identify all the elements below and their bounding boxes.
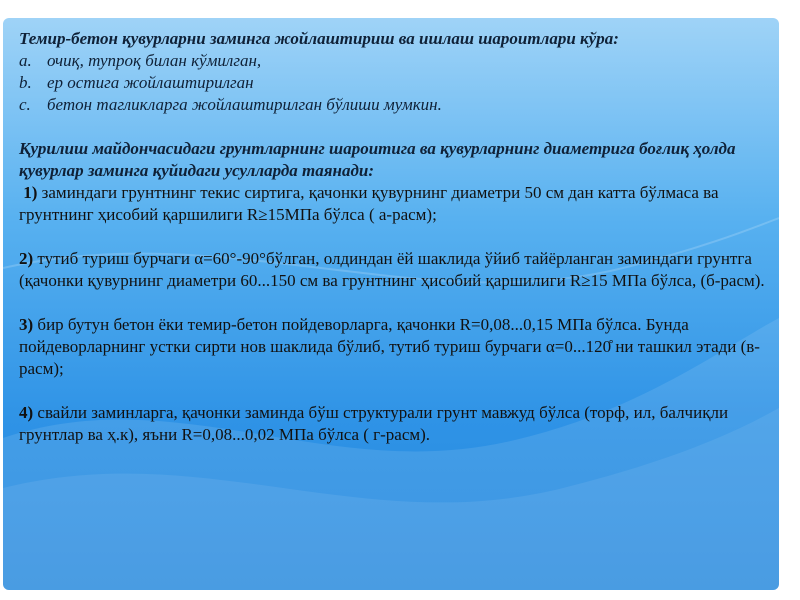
paragraph-4 bbox=[19, 402, 769, 446]
paragraph-text: заминдаги грунтнинг текис сиртига, қачонки қувурнинг диаметри 50 см дан катта бўлмаса ва грунтнинг ҳисобий қаршилиги R≥15МПа бўлса ( а-расм); bbox=[19, 183, 719, 224]
list-marker: a. bbox=[19, 51, 32, 70]
spacer bbox=[19, 116, 769, 138]
paragraph-3 bbox=[19, 314, 769, 380]
paragraph-text: тутиб туриш бурчаги α=60°-90°бўлган, олдиндан ёй шаклида ўйиб тайёрланган заминдаги грунтга (қачонки қувурнинг диаметри 60...150 см ва грунтнинг ҳисобий қаршилиги R≥15 МПа бўлса, (б-расм). bbox=[19, 249, 765, 290]
list-item bbox=[19, 72, 769, 94]
paragraph-number: 2) bbox=[19, 249, 34, 268]
list-item bbox=[19, 94, 769, 116]
intro-title: Темир-бетон қувурларни заминга жойлаштириш ва ишлаш шароитлари кўра: bbox=[19, 29, 619, 48]
list-marker: c. bbox=[19, 95, 31, 114]
paragraph-number: 3) bbox=[19, 315, 34, 334]
slide-content bbox=[19, 28, 769, 446]
list-text: очиқ, тупроқ билан кўмилган, bbox=[47, 51, 262, 70]
list-item bbox=[19, 50, 769, 72]
slide-background bbox=[3, 18, 779, 590]
paragraph-text: свайли заминларга, қачонки заминда бўш структурали грунт мавжуд бўлса (торф, ил, балчиқли грунтлар ва ҳ.к), яъни R=0,08...0,02 МПа бўлса ( г-расм). bbox=[19, 403, 729, 444]
spacer bbox=[19, 380, 769, 402]
list-marker: b. bbox=[19, 73, 32, 92]
list-text: ер остига жойлаштирилган bbox=[47, 73, 254, 92]
spacer bbox=[19, 226, 769, 248]
intro-list bbox=[19, 50, 769, 116]
paragraph-text: бир бутун бетон ёки темир-бетон пойдеворларга, қачонки R=0,08...0,15 МПа бўлса. Бунда пойдеворларнинг устки сирти нов шаклида бўлиб, тутиб туриш бурчаги α=0...120̊ ни ташкил этади (в-расм); bbox=[19, 315, 760, 378]
list-text: бетон тагликларга жойлаштирилган бўлиши мумкин. bbox=[47, 95, 442, 114]
paragraph-number: 4) bbox=[19, 403, 34, 422]
paragraph-number: 1) bbox=[23, 183, 38, 202]
spacer bbox=[19, 292, 769, 314]
section-title: Қурилиш майдончасидаги грунтларнинг шароитига ва қувурларнинг диаметрига боғлиқ ҳолда қувурлар заминга қуйидаги усулларда таянади: bbox=[19, 139, 736, 180]
paragraph-1 bbox=[19, 182, 769, 226]
paragraph-2 bbox=[19, 248, 769, 292]
